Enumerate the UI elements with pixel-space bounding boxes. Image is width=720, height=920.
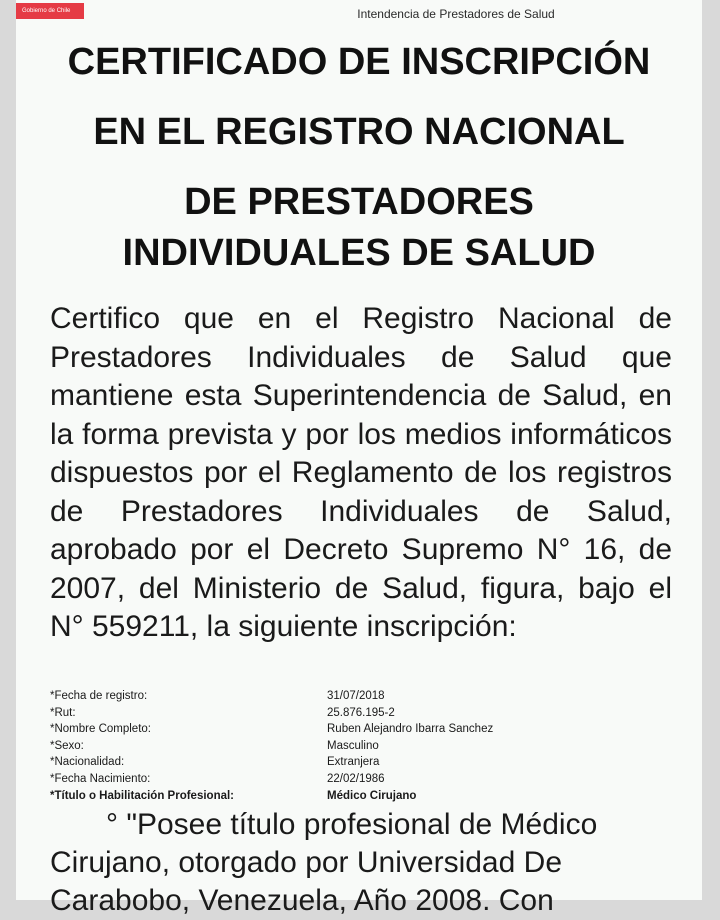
certificate-title-line-3: DE PRESTADORES — [184, 181, 534, 223]
field-row — [50, 705, 690, 722]
field-row — [50, 771, 690, 788]
certification-paragraph: Certifico que en el Registro Nacional de Prestadores Individuales de Salud que mantiene esta Superintendencia de Salud, en la forma prevista y por los medios informáticos dispuestos por el Reglamento de los registros de Prestadores Individuales de Salud, aprobado por el Decreto Supremo N° 16, de 2007, del Ministerio de Salud, figura, bajo el N° 559211, la siguiente inscripción: — [50, 302, 672, 643]
word: Con — [498, 884, 554, 917]
word: por — [305, 846, 349, 879]
government-logo: Gobierno de Chile — [16, 3, 84, 19]
field-row — [50, 738, 690, 755]
word: Venezuela, — [198, 884, 347, 917]
certificate-page — [16, 0, 702, 917]
field-value: 25.876.195-2 — [327, 706, 395, 719]
certificate-title-line-4: INDIVIDUALES DE SALUD — [122, 232, 596, 274]
field-row — [50, 721, 690, 738]
word: otorgado — [178, 846, 297, 879]
word: Carabobo, — [50, 884, 191, 917]
field-label: *Fecha de registro: — [50, 690, 148, 702]
word: Año — [353, 884, 407, 917]
certificate-title-line-1: CERTIFICADO DE INSCRIPCIÓN — [67, 41, 651, 83]
title-detail-line-3 — [50, 882, 672, 920]
field-value: Médico Cirujano — [327, 789, 417, 802]
field-label: *Nombre Completo: — [50, 723, 151, 736]
field-row — [50, 688, 690, 705]
word: De — [523, 846, 563, 879]
agency-name: Intendencia de Prestadores de Salud — [357, 7, 555, 21]
field-value: 22/02/1986 — [327, 772, 385, 785]
field-value: Masculino — [327, 739, 379, 752]
word: Cirujano, — [50, 846, 171, 879]
word: Universidad — [356, 846, 516, 879]
field-value: 31/07/2018 — [327, 690, 385, 702]
certificate-title-line-2: EN EL REGISTRO NACIONAL — [93, 111, 625, 153]
title-detail-line-1: ° "Posee título profesional de Médico — [106, 808, 598, 841]
field-row — [50, 754, 690, 771]
field-label: *Título o Habilitación Profesional: — [50, 789, 235, 802]
field-row-professional-title — [50, 788, 690, 805]
document-header — [16, 0, 702, 28]
title-detail-line-2 — [50, 844, 672, 882]
field-label: *Rut: — [50, 706, 76, 719]
title-detail-paragraph — [50, 806, 672, 920]
field-label: *Fecha Nacimiento: — [50, 772, 151, 785]
field-value: Extranjera — [327, 756, 380, 769]
field-label: *Nacionalidad: — [50, 756, 125, 769]
registration-fields — [50, 688, 690, 804]
field-value: Ruben Alejandro Ibarra Sanchez — [327, 723, 494, 736]
field-label: *Sexo: — [50, 739, 84, 752]
word: 2008. — [415, 884, 491, 917]
